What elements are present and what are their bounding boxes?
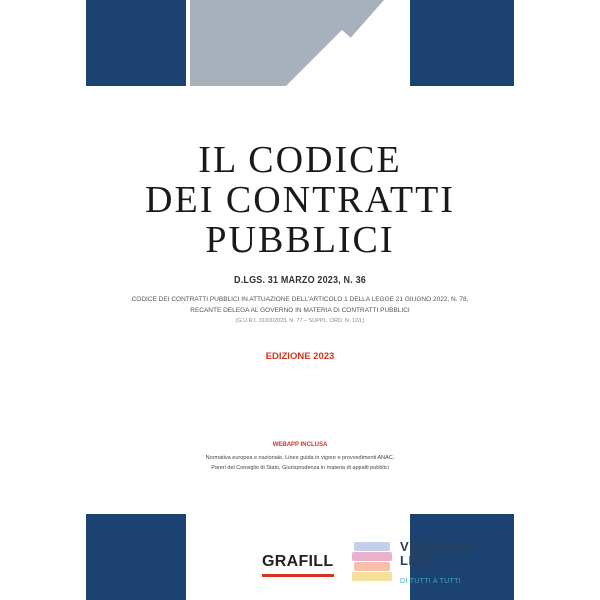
webapp-line-2: Pareri del Consiglio di Stato, Giurisprudenza in materia di appalti pubblici [211,465,389,471]
webapp-label: WEBAPP INCLUSA [272,442,328,448]
navy-block-bottom-left [86,514,186,600]
vendiamo-libri-watermark [350,538,500,598]
publisher-underline [262,574,334,577]
watermark-line-2: LIBRI [400,553,437,568]
gray-k-shape [86,0,514,90]
stacked-books-icon [350,538,396,586]
title-line-2: DEI CONTRATTI [145,179,455,221]
law-reference: D.LGS. 31 MARZO 2023, N. 36 [234,275,366,286]
title-line-3: PUBBLICI [205,219,395,261]
edition-label: EDIZIONE 2023 [265,351,335,362]
description-line-2: RECANTE DELEGA AL GOVERNO IN MATERIA DI CONTRATTI PUBBLICI [190,307,410,314]
gazette-reference: (G.U.R.I. 31/03/2023, N. 77 – SUPPL. ORD. N. 12/L) [235,318,365,324]
law-description [86,294,514,316]
watermark-line-1: VENDIAMO [400,539,475,554]
description-line-1: CODICE DEI CONTRATTI PUBBLICI IN ATTUAZIONE DELL'ARTICOLO 1 DELLA LEGGE 21 GIUGNO 2022, N. 78, [131,296,469,303]
book-title [86,140,514,260]
webapp-description [86,453,514,473]
webapp-line-1: Normativa europea e nazionale, Linee guida in vigore e provvedimenti ANAC, [205,455,395,461]
title-line-1: IL CODICE [198,139,402,181]
book-cover [86,0,514,600]
watermark-tagline: DI TUTTI A TUTTI [400,578,461,585]
publisher-logo: GRAFILL [262,553,334,570]
